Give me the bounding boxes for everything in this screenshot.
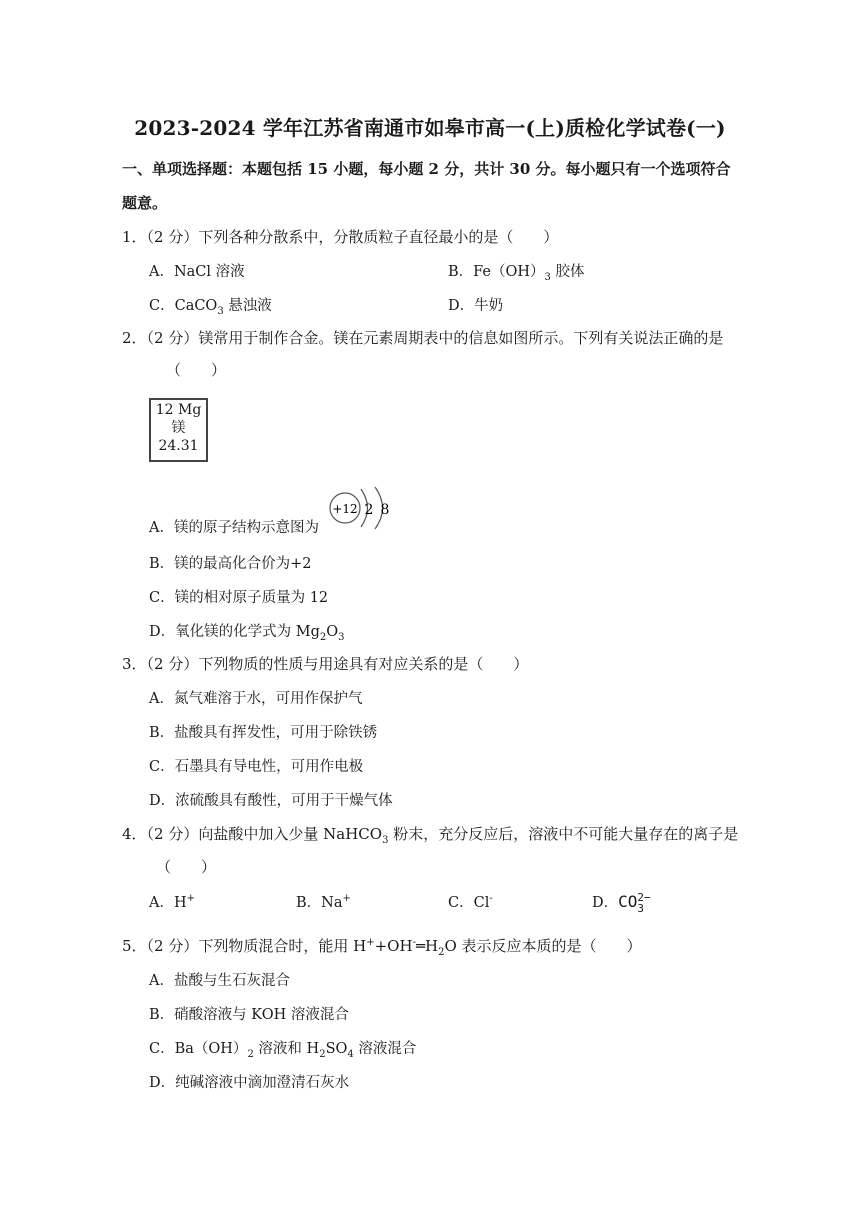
section-heading-line1: 一、单项选择题：本题包括 15 小题，每小题 2 分，共计 30 分。每小题只有一个选项符合 (122, 160, 731, 178)
q2-paren: （ ） (166, 361, 227, 379)
element-tile-magnesium (149, 398, 208, 462)
page-title: 2023-2024 学年江苏省南通市如皋市高一(上)质检化学试卷(一) (134, 116, 726, 140)
q2-option-d: D．氧化镁的化学式为 $Mg_2O_3$ (149, 624, 345, 643)
element-name: 镁 (171, 420, 186, 436)
q4-option-b: B．Na+ (296, 893, 351, 911)
q1-stem: 1．（2 分）下列各种分散系中，分散质粒子直径最小的是（ ） (122, 228, 559, 246)
q3-option-d: D．浓硫酸具有酸性，可用于干燥气体 (149, 793, 393, 809)
q2-stem: 2．（2 分）镁常用于制作合金。镁在元素周期表中的信息如图所示。下列有关说法正确的是 (122, 329, 724, 347)
q4-option-d: D．CO 2− 3 (592, 891, 651, 915)
q2-option-b: B．镁的最高化合价为+2 (149, 556, 312, 572)
element-mass: 24.31 (158, 438, 199, 454)
q3-option-a: A．氮气难溶于水，可用作保护气 (149, 691, 363, 707)
q4-stem: 4．（2 分）向盐酸中加入少量 NaHCO$_3$ 粉末，充分反应后，溶液中不可能大量存在的离子是 (122, 825, 739, 846)
q5-option-c: C．$Ba(OH)_2$ 溶液和 $H_2SO_4$ 溶液混合 (149, 1041, 417, 1060)
q5-option-a: A．盐酸与生石灰混合 (149, 973, 290, 989)
q1-option-d: D．牛奶 (448, 298, 504, 314)
shell1-electrons: 2 (364, 502, 374, 518)
q4-option-a: A．H+ (149, 893, 196, 911)
q5-stem: 5．（2 分）下列物质混合时，能用 $H^++OH^-═H_2O$ 表示反应本质的是（ ） (122, 937, 642, 958)
nucleus-label: +12 (332, 502, 358, 516)
q2-option-a: A．镁的原子结构示意图为 (149, 520, 319, 536)
q1-option-a: A．NaCl 溶液 (149, 264, 245, 280)
q3-option-b: B．盐酸具有挥发性，可用于除铁锈 (149, 725, 378, 741)
q5-option-d: D．纯碱溶液中滴加澄清石灰水 (149, 1075, 350, 1091)
q1-option-b: B．$Fe(OH)_3$ 胶体 (448, 264, 585, 283)
q3-stem: 3．（2 分）下列物质的性质与用途具有对应关系的是（ ） (122, 655, 529, 673)
q4-option-c: C．Cl- (448, 893, 493, 911)
q1-option-c: C．CaCO$_3$ 悬浊液 (149, 298, 272, 317)
element-number-symbol: 12 Mg (155, 402, 202, 418)
atom-structure-diagram (328, 485, 394, 531)
q5-option-b: B．硝酸溶液与 KOH 溶液混合 (149, 1007, 349, 1023)
q4-paren: （ ） (156, 858, 217, 876)
section-heading-line2: 题意。 (122, 194, 168, 212)
q3-option-c: C．石墨具有导电性，可用作电极 (149, 759, 364, 775)
q2-option-c: C．镁的相对原子质量为 12 (149, 590, 329, 606)
shell2-electrons: 8 (380, 502, 390, 518)
